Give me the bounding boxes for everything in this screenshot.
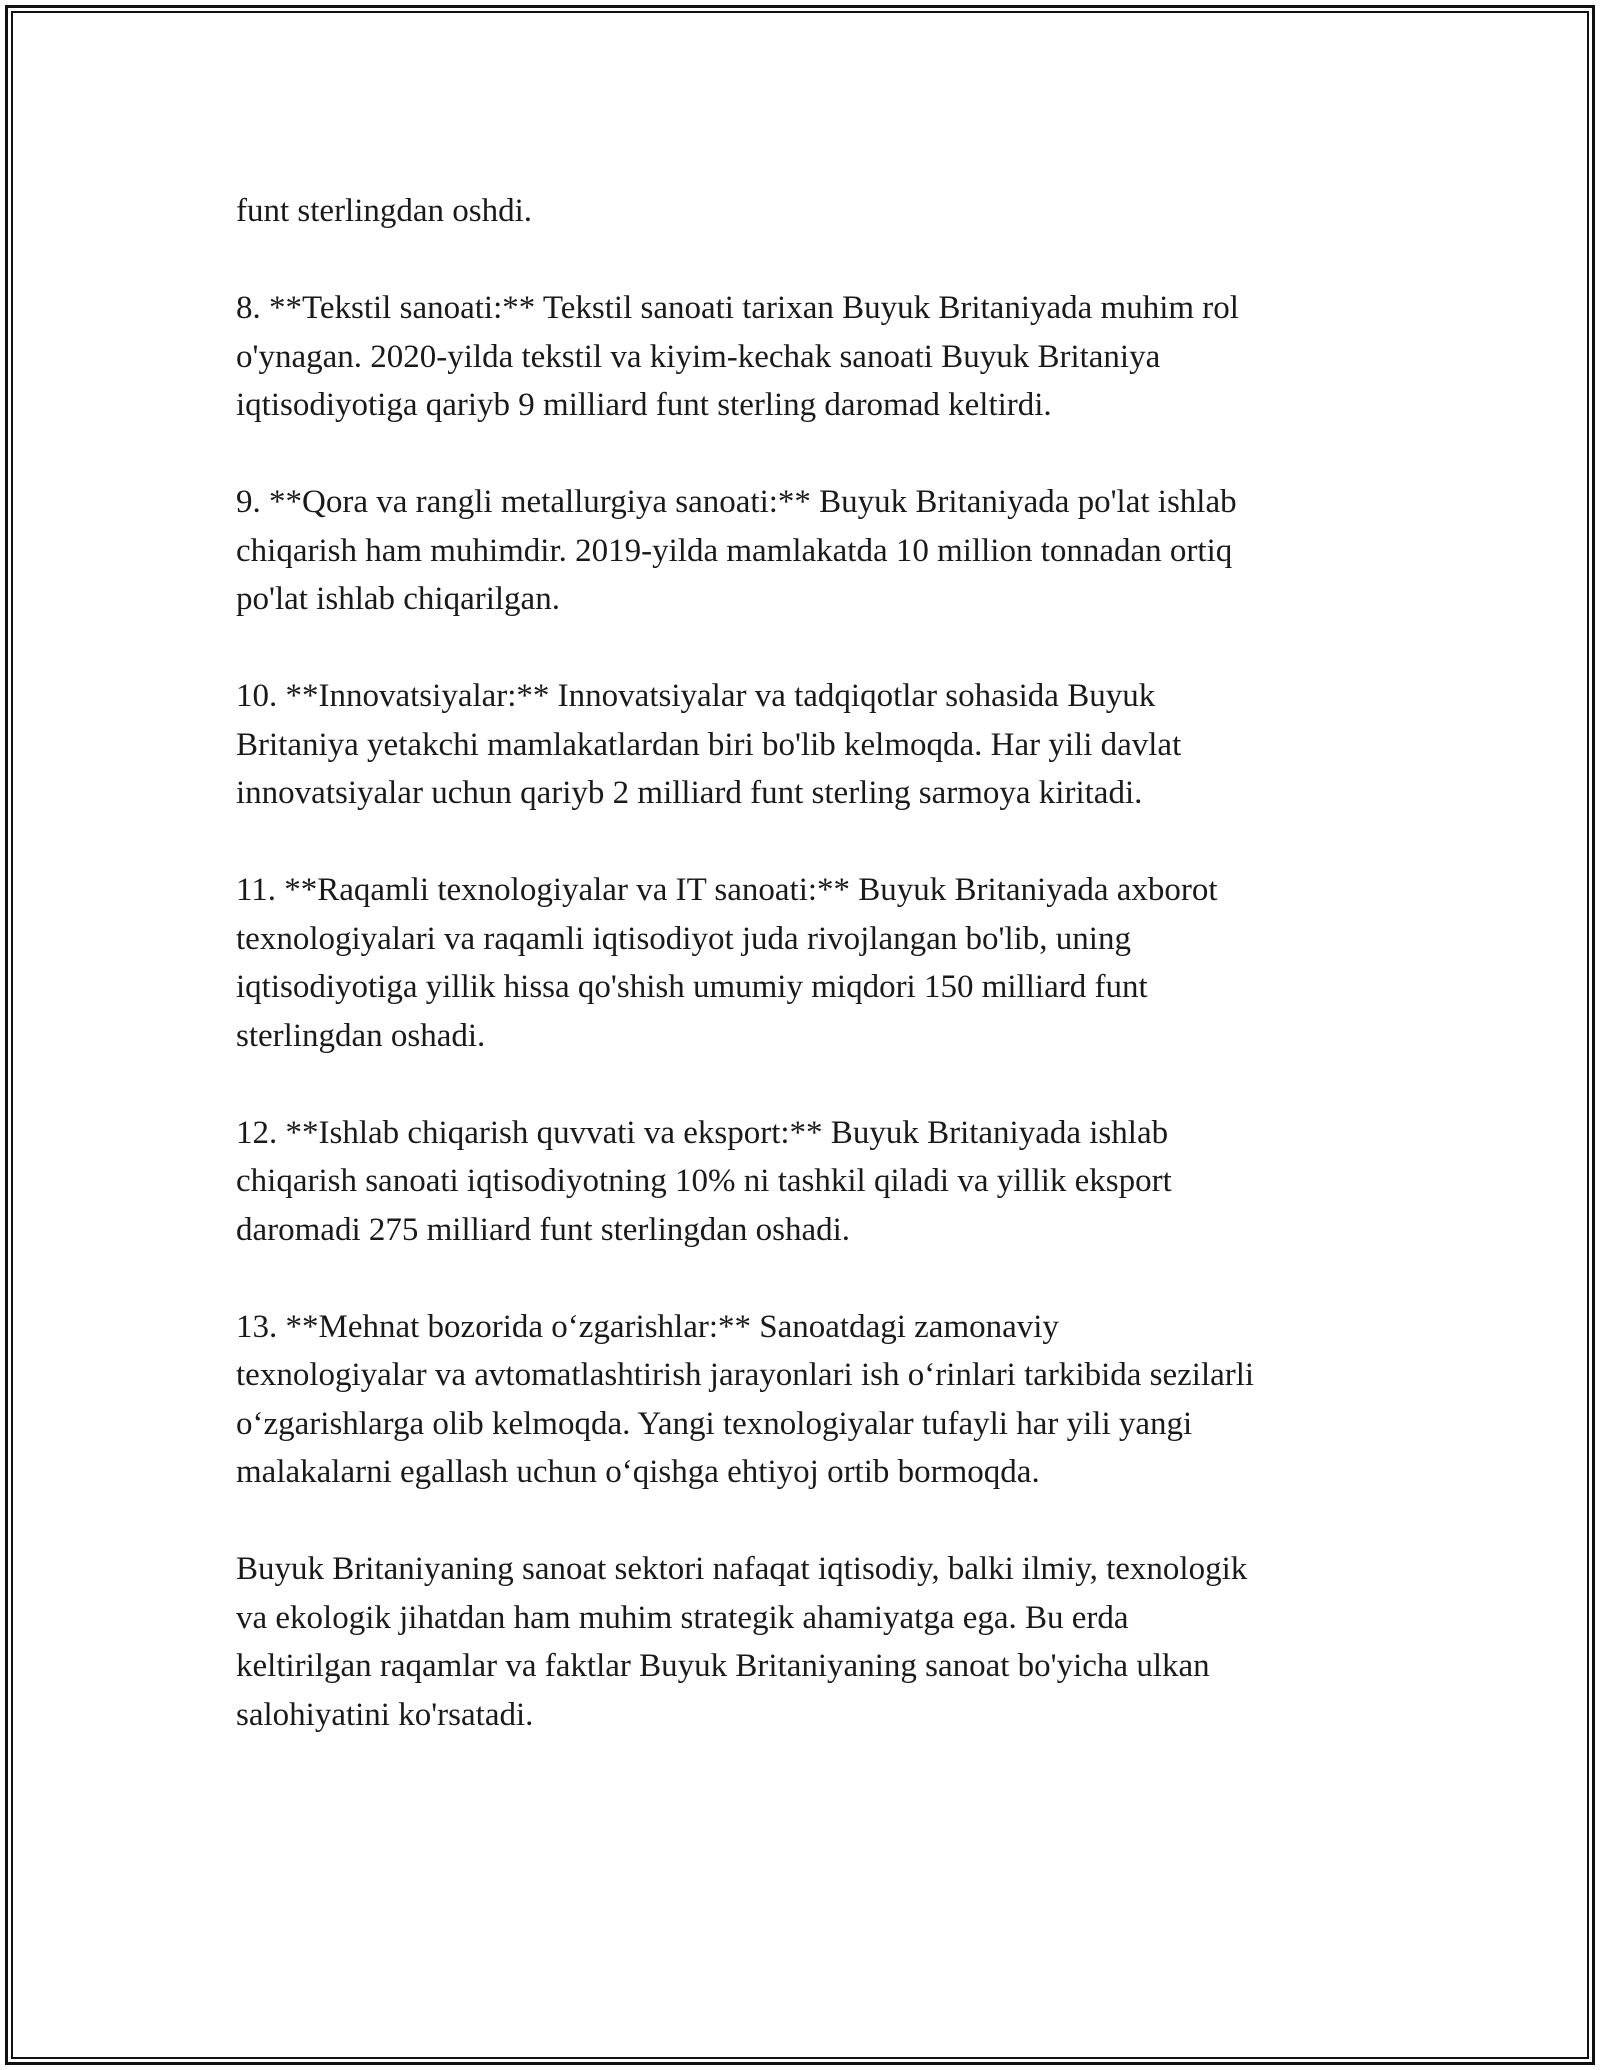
text-line: 9. **Qora va rangli metallurgiya sanoati:** Buyuk Britaniyada po'lat ishlab (236, 484, 1237, 520)
paragraph-item-13-labor-market (236, 1303, 1386, 1497)
paragraph-continuation (236, 187, 1386, 236)
paragraph-item-8-textile (236, 284, 1386, 430)
text-line: Britaniya yetakchi mamlakatlardan biri bo'lib kelmoqda. Har yili davlat (236, 726, 1182, 763)
text-line: texnologiyalari va raqamli iqtisodiyot juda rivojlangan bo'lib, uning (236, 920, 1131, 957)
text-line: 12. **Ishlab chiqarish quvvati va eksport:** Buyuk Britaniyada ishlab (236, 1114, 1169, 1151)
text-line: 13. **Mehnat bozorida o‘zgarishlar:** Sanoatdagi zamonaviy (236, 1308, 1059, 1345)
text-line: chiqarish ham muhimdir. 2019-yilda mamlakatda 10 million tonnadan ortiq (236, 532, 1233, 569)
paragraph-item-12-manufacturing-export (236, 1109, 1386, 1255)
text-line: 10. **Innovatsiyalar:** Innovatsiyalar va tadqiqotlar sohasida Buyuk (236, 678, 1156, 714)
text-line: o‘zgarishlarga olib kelmoqda. Yangi texnologiyalar tufayli har yili yangi (236, 1405, 1193, 1442)
text-line: Buyuk Britaniyaning sanoat sektori nafaqat iqtisodiy, balki ilmiy, texnologik (236, 1551, 1248, 1587)
paragraph-item-11-digital-it (236, 866, 1386, 1060)
text-line: texnologiyalar va avtomatlashtirish jarayonlari ish o‘rinlari tarkibida sezilarli (236, 1357, 1255, 1393)
text-line: daromadi 275 milliard funt sterlingdan oshadi. (236, 1211, 851, 1248)
text-line: iqtisodiyotiga qariyb 9 milliard funt sterling daromad keltirdi. (236, 387, 1052, 423)
text-line: 11. **Raqamli texnologiyalar va IT sanoati:** Buyuk Britaniyada axborot (236, 872, 1218, 908)
paragraph-item-10-innovations (236, 672, 1386, 818)
text-line: o'ynagan. 2020-yilda tekstil va kiyim-kechak sanoati Buyuk Britaniya (236, 338, 1161, 375)
text-line: iqtisodiyotiga yillik hissa qo'shish umumiy miqdori 150 milliard funt (236, 969, 1148, 1005)
text-line: sterlingdan oshadi. (236, 1017, 486, 1054)
text-line: po'lat ishlab chiqarilgan. (236, 581, 560, 617)
text-line: malakalarni egallash uchun o‘qishga ehtiyoj ortib bormoqda. (236, 1454, 1040, 1490)
text-line: innovatsiyalar uchun qariyb 2 milliard funt sterling sarmoya kiritadi. (236, 775, 1143, 811)
text-line: keltirilgan raqamlar va faktlar Buyuk Britaniyaning sanoat bo'yicha ulkan (236, 1648, 1210, 1684)
text-line: 8. **Tekstil sanoati:** Tekstil sanoati tarixan Buyuk Britaniyada muhim rol (236, 290, 1239, 326)
text-line: chiqarish sanoati iqtisodiyotning 10% ni tashkil qiladi va yillik eksport (236, 1163, 1172, 1199)
text-line: funt sterlingdan oshdi. (236, 193, 533, 229)
paragraph-item-9-metallurgy (236, 478, 1386, 624)
text-line: salohiyatini ko'rsatadi. (236, 1696, 534, 1733)
paragraph-conclusion (236, 1545, 1386, 1739)
document-body (236, 187, 1386, 1788)
text-line: va ekologik jihatdan ham muhim strategik ahamiyatga ega. Bu erda (236, 1599, 1129, 1636)
